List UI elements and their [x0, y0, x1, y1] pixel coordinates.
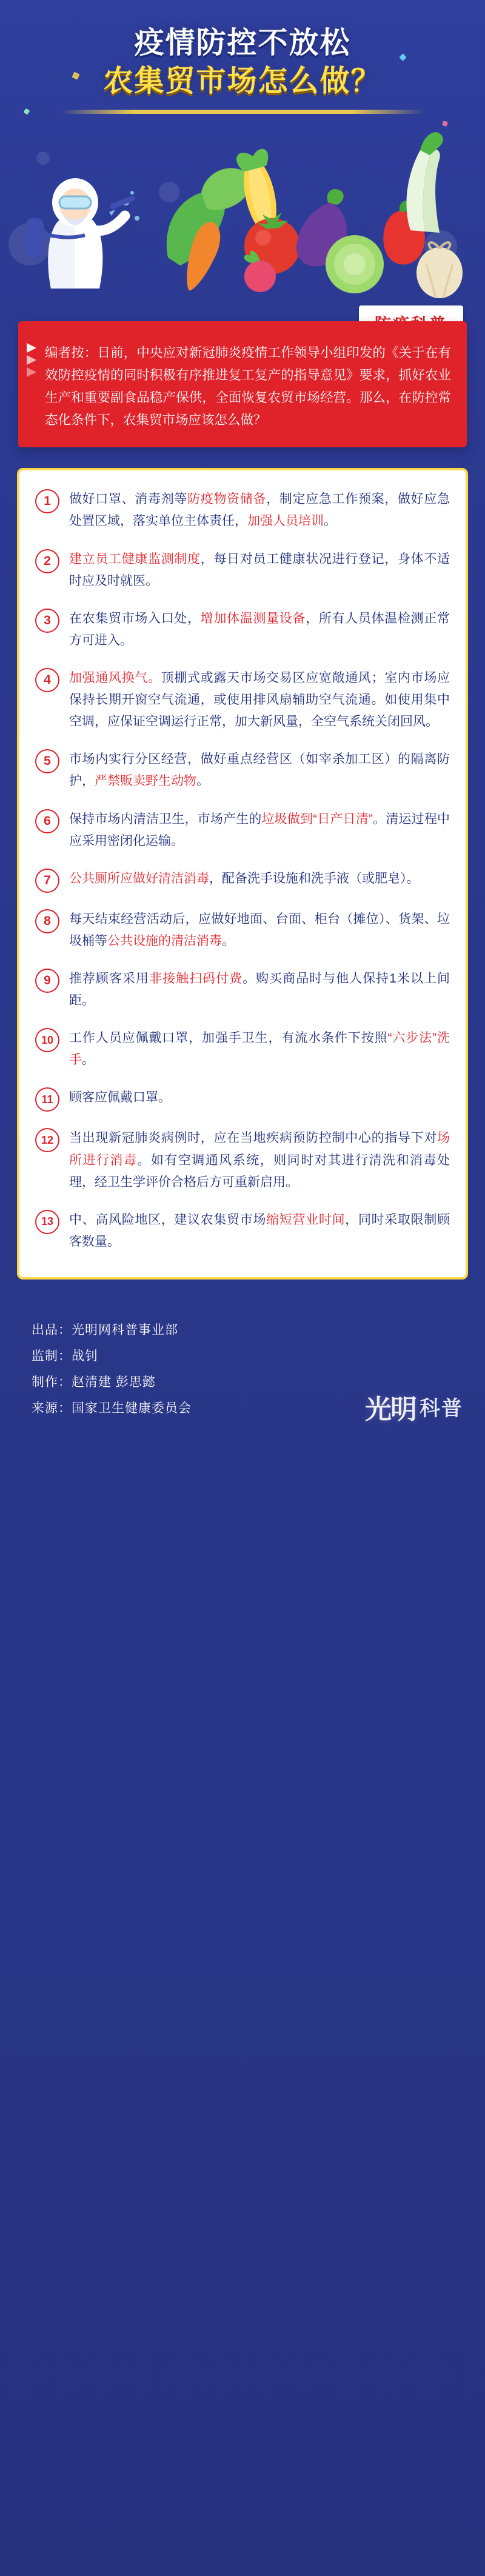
- list-item-text: [69, 549, 450, 592]
- body-text: 保持市场内清洁卫生，市场产生的: [69, 812, 262, 826]
- highlight-text: 垃圾做到“日产日清”: [261, 812, 373, 826]
- highlight-text: 场所进行消毒: [69, 1131, 450, 1167]
- highlight-text: 防疫物资储备: [187, 492, 267, 507]
- list-item: [35, 1209, 450, 1253]
- vegetables-illustration: [144, 127, 474, 303]
- list-item-number: 2: [35, 549, 59, 573]
- body-text: ，同时采取限制顾客数量。: [69, 1212, 450, 1249]
- body-text: 做好口罩、消毒剂等: [69, 492, 188, 507]
- body-text: 推荐顾客采用: [69, 971, 150, 986]
- list-item: [35, 1127, 450, 1193]
- list-item-text: [69, 968, 450, 1012]
- highlight-text: 非接触扫码付费: [149, 971, 243, 986]
- guidelines-card: [17, 468, 468, 1280]
- body-text: 。: [324, 514, 336, 529]
- body-text: 在农集贸市场入口处，: [69, 611, 201, 626]
- list-item: [35, 968, 450, 1012]
- page-title: [0, 0, 485, 121]
- list-item-number: 4: [35, 668, 59, 692]
- highlight-text: 缩短营业时间: [266, 1212, 346, 1227]
- list-item-number: 7: [35, 869, 59, 893]
- body-text: 。购买商品时与他人保持1米以上间距。: [69, 971, 450, 1008]
- list-item-number: 5: [35, 749, 59, 773]
- list-item-text: [69, 909, 450, 952]
- arrow-marker-group: [27, 343, 38, 377]
- title-underline: [61, 110, 424, 114]
- body-text: 每天结束经营活动后，应做好地面、台面、柜台（摊位）、货架、垃圾桶等: [69, 912, 450, 948]
- list-item-number: 8: [35, 909, 59, 933]
- title-line-2: 农集贸市场怎么做？: [103, 63, 382, 98]
- highlight-text: “六步法”洗手: [69, 1031, 450, 1067]
- body-text: 工作人员应佩戴口罩，加强手卫生，有流水条件下按照: [69, 1031, 388, 1046]
- list-item: [35, 868, 450, 893]
- list-item-text: [69, 608, 450, 652]
- list-item: [35, 549, 450, 592]
- list-item-number: 12: [35, 1128, 59, 1152]
- brand-sub-text: 科普: [420, 1397, 463, 1421]
- footer-line: 来源：国家卫生健康委员会: [32, 1401, 192, 1416]
- list-item-text: [69, 809, 450, 852]
- body-text: ，每日对员工健康状况进行登记，身体不适时应及时就医。: [69, 552, 450, 588]
- highlight-text: 公共设施的清洁消毒: [107, 933, 222, 948]
- body-text: 。: [222, 933, 235, 948]
- list-item: [35, 608, 450, 652]
- body-text: 顾客应佩戴口罩。: [69, 1090, 171, 1105]
- body-text: 。如有空调通风系统，则同时对其进行清洗和消毒处理，经卫生学评价合格后方可重新启用。: [69, 1153, 450, 1189]
- list-item-text: [69, 749, 450, 792]
- list-item-text: [69, 489, 450, 532]
- list-item: [35, 809, 450, 852]
- editor-note-block: [18, 321, 467, 447]
- list-item-number: 13: [35, 1210, 59, 1234]
- footer-line: 制作：赵清建 彭思懿: [32, 1375, 156, 1390]
- footer: [0, 1301, 485, 1450]
- list-item-number: 9: [35, 969, 59, 993]
- list-item-text: [69, 1209, 450, 1253]
- list-item-number: 11: [35, 1087, 59, 1112]
- list-item: [35, 489, 450, 532]
- title-line-1: 疫情防控不放松: [134, 25, 351, 60]
- body-text: ，配备洗手设施和洗手液（或肥皂）。: [209, 871, 420, 886]
- highlight-text: 公共厕所应做好清洁消毒: [69, 871, 209, 886]
- list-item-number: 6: [35, 809, 59, 833]
- highlight-text: 严禁贩卖野生动物: [95, 774, 196, 789]
- triangle-right-icon: [27, 367, 38, 377]
- triangle-right-icon: [27, 343, 38, 353]
- brand-main-text: 光明: [365, 1393, 416, 1425]
- body-text: 当出现新冠肺炎病例时，应在当地疾病预防控制中心的指导下对: [69, 1131, 437, 1146]
- editor-note-text: 编者按：日前，中央应对新冠肺炎疫情工作领导小组印发的《关于在有效防控疫情的同时积极有序推进复工复产的指导意见》要求，抓好农业生产和重要副食品稳产保供，全面恢复农贸市场经营。那么，在防控常态化条件下，农集贸市场应该怎么做？: [45, 345, 451, 428]
- highlight-text: 增加体温测量设备: [200, 611, 306, 626]
- brand-logo: [365, 1387, 463, 1426]
- list-item-text: [69, 1087, 450, 1109]
- list-item-text: [69, 1127, 450, 1193]
- body-text: ，制定应急工作预案，做好应急处置区域，落实单位主体责任，: [69, 492, 450, 529]
- medical-worker-illustration: [18, 160, 146, 299]
- list-item-text: [69, 868, 450, 890]
- list-item-number: 10: [35, 1028, 59, 1052]
- list-item: [35, 1027, 450, 1071]
- triangle-right-icon: [27, 355, 38, 365]
- body-text: 市场内实行分区经营，做好重点经营区（如宰杀加工区）的隔离防护，: [69, 752, 450, 789]
- list-item: [35, 909, 450, 952]
- hero-illustration: [0, 124, 485, 305]
- list-item-number: 1: [35, 489, 59, 513]
- footer-line: 出品：光明网科普事业部: [32, 1323, 178, 1337]
- list-item: [35, 667, 450, 733]
- highlight-text: 加强通风换气。: [69, 670, 161, 685]
- highlight-text: 加强人员培训: [247, 514, 324, 529]
- body-text: ，所有人员体温检测正常方可进入。: [69, 611, 450, 647]
- body-text: 。清运过程中应采用密闭化运输。: [69, 812, 450, 848]
- list-item-text: [69, 1027, 450, 1071]
- footer-line: 监制：战钊: [32, 1349, 98, 1363]
- list-item-text: [69, 667, 450, 733]
- list-item: [35, 749, 450, 792]
- guidelines-list: [35, 489, 450, 1253]
- list-item: [35, 1087, 450, 1112]
- body-text: 。: [196, 774, 209, 789]
- list-item-number: 3: [35, 609, 59, 633]
- body-text: 。: [82, 1053, 95, 1067]
- body-text: 顶棚式或露天市场交易区应宽敞通风；室内市场应保持长期开窗空气流通，或使用排风扇辅助空气流通。如使用集中空调，应保证空调运行正常，加大新风量，全空气系统关闭回风。: [69, 670, 450, 729]
- highlight-text: 建立员工健康监测制度: [69, 552, 201, 566]
- body-text: 中、高风险地区，建议农集贸市场: [69, 1212, 267, 1227]
